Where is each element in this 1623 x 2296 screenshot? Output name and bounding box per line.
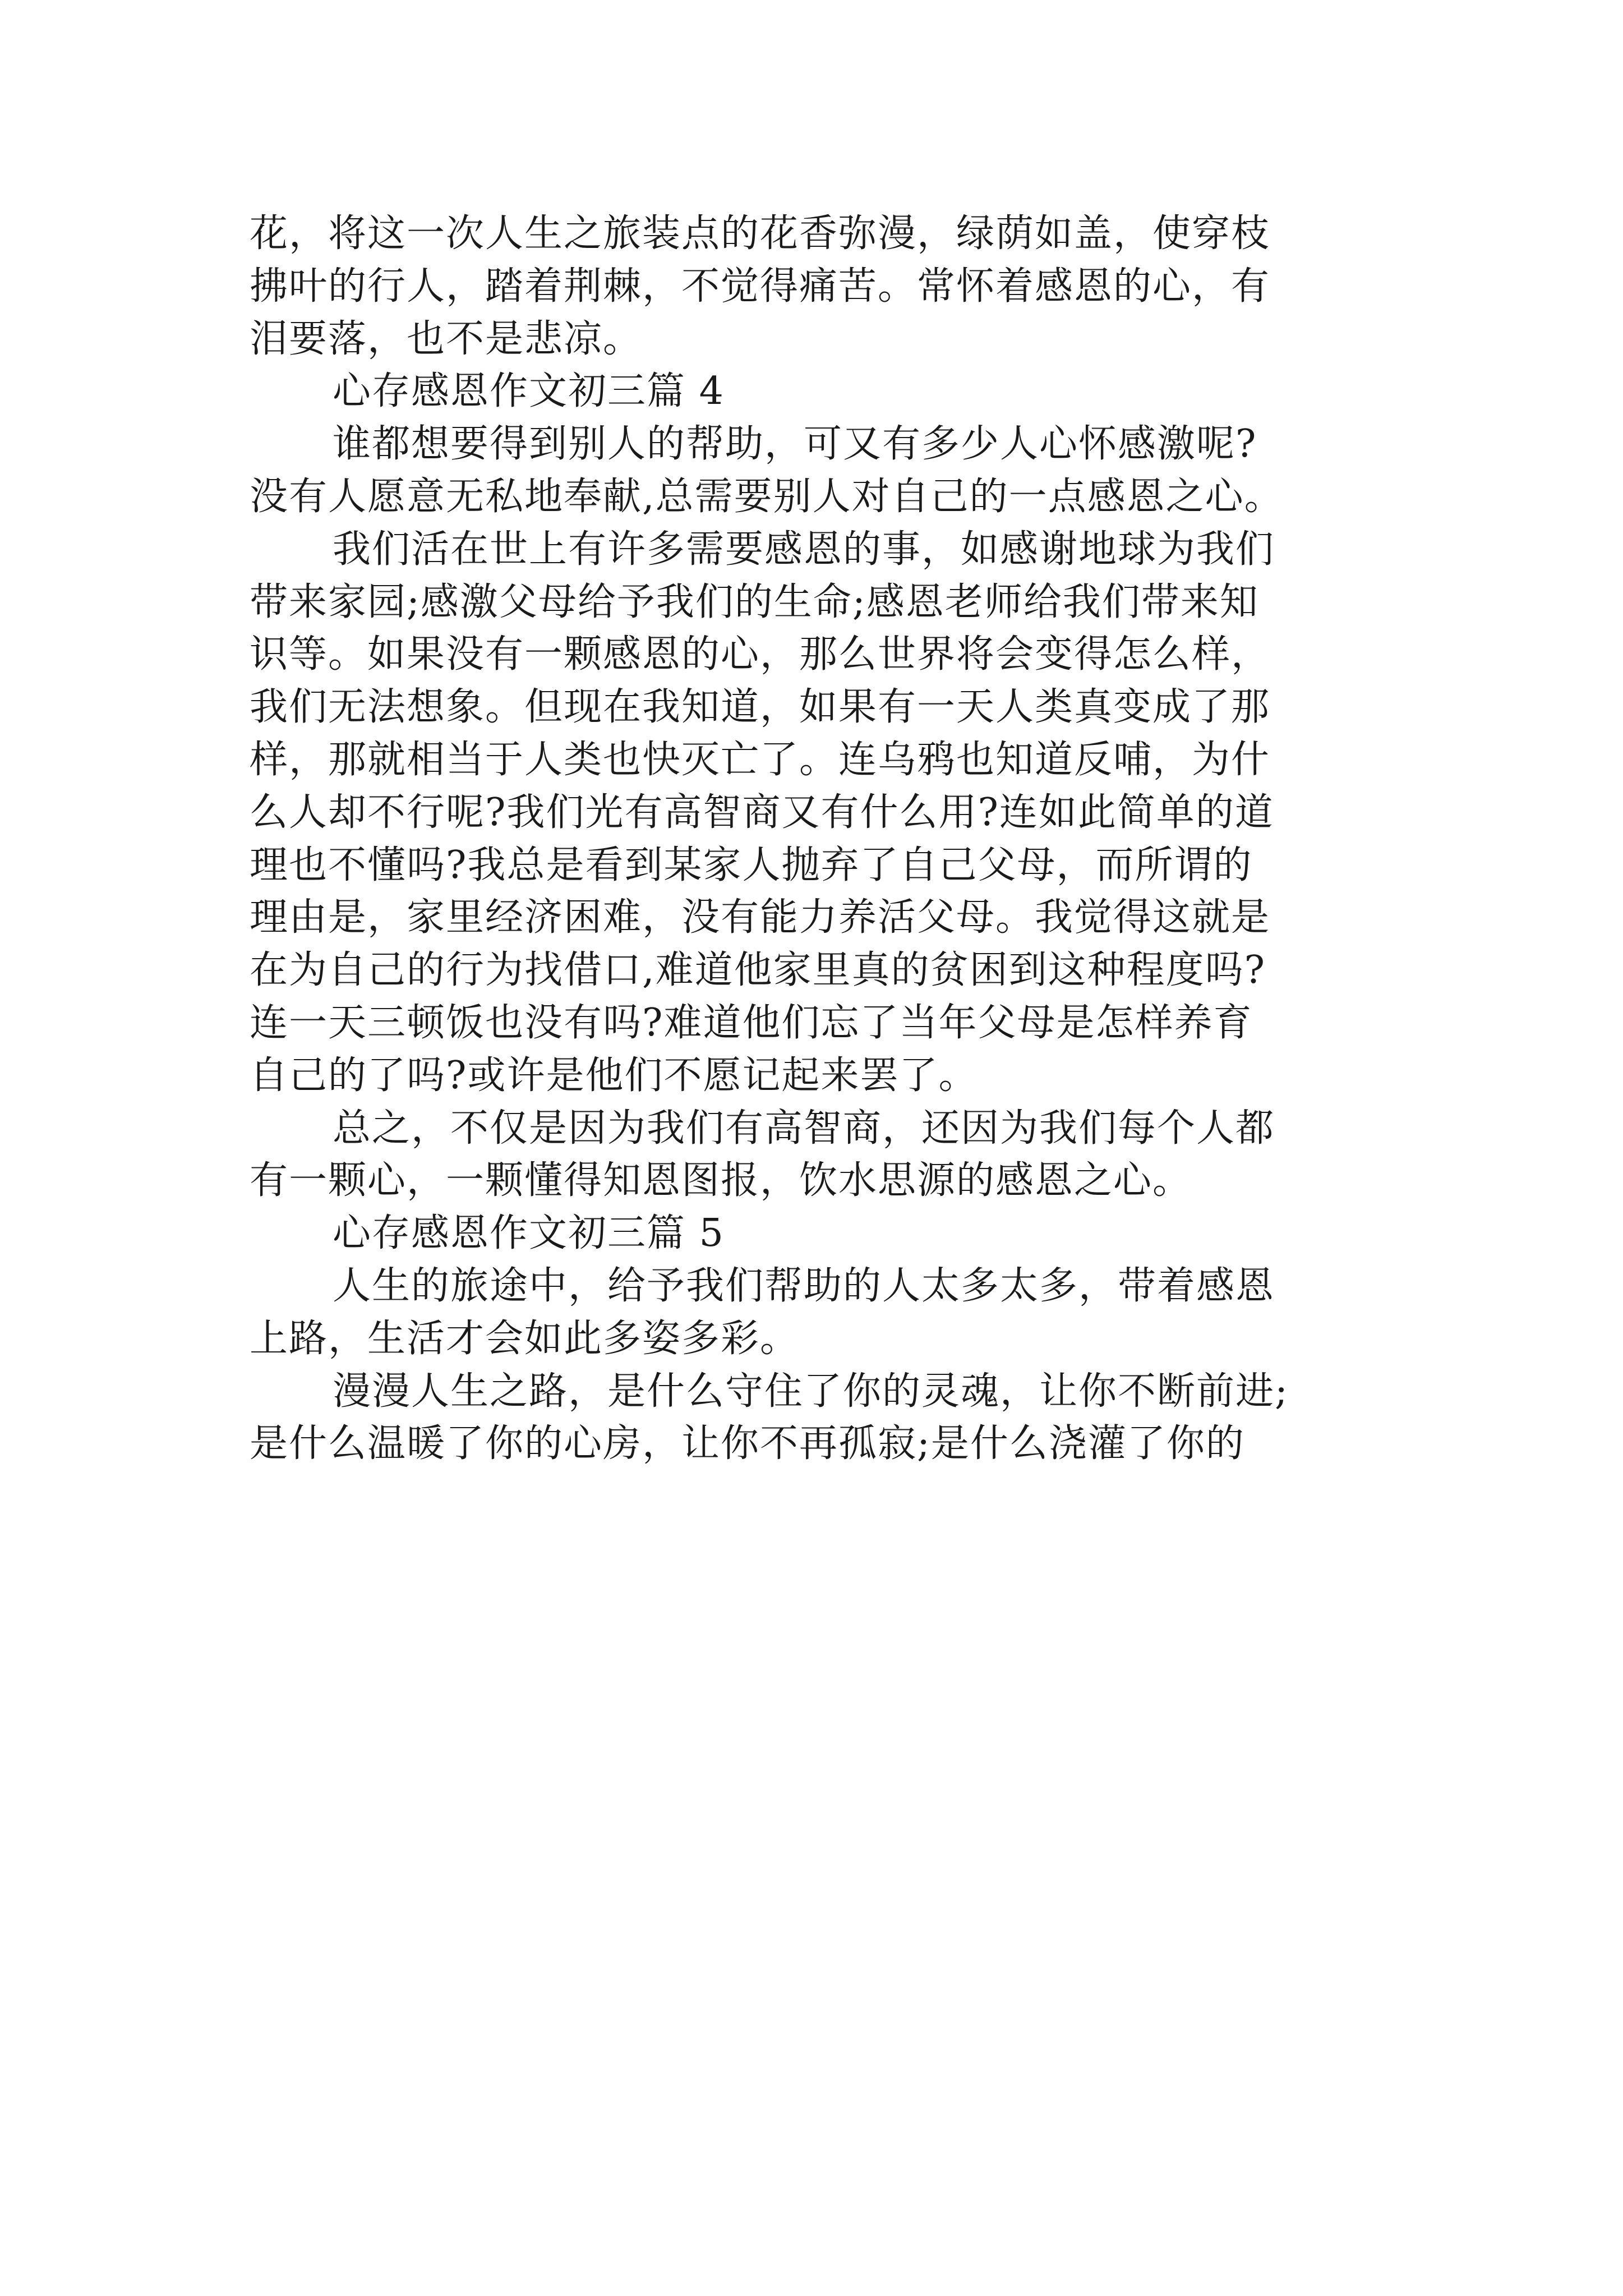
- text-line: 拂叶的行人，踏着荆棘，不觉得痛苦。常怀着感恩的心，有: [250, 264, 1271, 309]
- text-line: 在为自己的行为找借口,难道他家里真的贫困到这种程度吗?: [250, 948, 1266, 993]
- text-line: 没有人愿意无私地奉献,总需要别人对自己的一点感恩之心。: [250, 474, 1284, 519]
- text-line: 带来家园;感激父母给予我们的生命;感恩老师给我们带来知: [250, 579, 1259, 624]
- text-line: 样，那就相当于人类也快灭亡了。连乌鸦也知道反哺，为什: [250, 737, 1271, 782]
- text-line: 理由是，家里经济困难，没有能力养活父母。我觉得这就是: [250, 895, 1271, 940]
- text-line: 谁都想要得到别人的帮助，可又有多少人心怀感激呢?: [333, 422, 1257, 467]
- text-line: 是什么温暖了你的心房，让你不再孤寂;是什么浇灌了你的: [250, 1421, 1245, 1466]
- section-heading: 心存感恩作文初三篇 4: [333, 369, 725, 414]
- text-line: 漫漫人生之路，是什么守住了你的灵魂，让你不断前进;: [333, 1369, 1289, 1414]
- text-line: 人生的旅途中，给予我们帮助的人太多太多，带着感恩: [333, 1263, 1275, 1308]
- text-line: 花，将这一次人生之旅装点的花香弥漫，绿荫如盖，使穿枝: [250, 211, 1271, 256]
- document-body: [250, 208, 1377, 1470]
- text-line: 上路，生活才会如此多姿多彩。: [250, 1316, 800, 1361]
- text-line: 总之，不仅是因为我们有高智商，还因为我们每个人都: [333, 1106, 1275, 1151]
- text-line: 自己的了吗?或许是他们不愿记起来罢了。: [250, 1053, 978, 1098]
- text-line: 识等。如果没有一颗感恩的心，那么世界将会变得怎么样，: [250, 632, 1271, 677]
- text-line: 泪要落，也不是悲凉。: [250, 316, 643, 361]
- text-line: 有一颗心，一颗懂得知恩图报，饮水思源的感恩之心。: [250, 1158, 1192, 1203]
- text-line: 连一天三顿饭也没有吗?难道他们忘了当年父母是怎样养育: [250, 1000, 1253, 1045]
- section-heading: 心存感恩作文初三篇 5: [333, 1211, 725, 1256]
- text-line: 我们活在世上有许多需要感恩的事，如感谢地球为我们: [333, 527, 1275, 572]
- text-line: 理也不懂吗?我总是看到某家人抛弃了自己父母，而所谓的: [250, 843, 1253, 887]
- text-line: 么人却不行呢?我们光有高智商又有什么用?连如此简单的道: [250, 790, 1274, 835]
- text-line: 我们无法想象。但现在我知道，如果有一天人类真变成了那: [250, 685, 1271, 730]
